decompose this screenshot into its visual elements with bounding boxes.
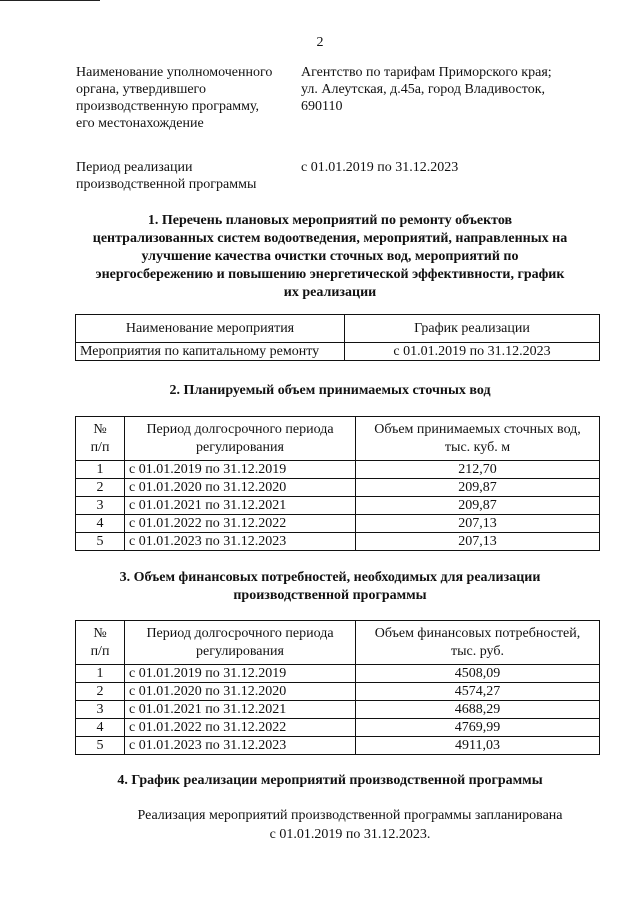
heading-line: централизованных систем водоотведения, мероприятий, направленных на	[92, 231, 568, 246]
page-number: 2	[316, 35, 324, 50]
heading-line: производственной программы	[233, 588, 427, 603]
row-volume: 212,70	[356, 461, 600, 479]
row-amount: 4769,99	[356, 719, 600, 737]
row-number: 5	[76, 737, 125, 755]
header-line: тыс. куб. м	[444, 439, 511, 455]
table-header-row	[76, 417, 600, 461]
table-row	[76, 719, 600, 737]
authority-label-line: его местонахождение	[76, 116, 204, 131]
section2-heading: 2. Планируемый объем принимаемых сточных вод	[169, 383, 491, 398]
period-label-line: Период реализации	[76, 160, 193, 175]
paragraph-line: Реализация мероприятий производственной программы запланирована	[137, 808, 563, 823]
table-row	[76, 665, 600, 683]
heading-line: их реализации	[283, 285, 377, 300]
row-amount: 4574,27	[356, 683, 600, 701]
top-rule	[0, 0, 100, 1]
header-line: регулирования	[196, 439, 284, 455]
row-period: с 01.01.2019 по 31.12.2019	[125, 665, 356, 683]
section4-heading: 4. График реализации мероприятий производственной программы	[117, 773, 543, 788]
row-period: с 01.01.2022 по 31.12.2022	[125, 719, 356, 737]
header-line: №	[93, 421, 107, 437]
section4-text	[80, 806, 620, 844]
activity-name: Мероприятия по капитальному ремонту	[76, 343, 345, 361]
period-label	[76, 159, 291, 193]
row-number: 4	[76, 719, 125, 737]
column-header-period	[125, 621, 356, 665]
column-header-financial	[356, 621, 600, 665]
table-row	[76, 533, 600, 551]
row-volume: 209,87	[356, 479, 600, 497]
activity-schedule: с 01.01.2019 по 31.12.2023	[345, 343, 600, 361]
table-row	[76, 737, 600, 755]
authority-label-line: органа, утвердившего	[76, 82, 206, 97]
row-number: 5	[76, 533, 125, 551]
row-amount: 4688,29	[356, 701, 600, 719]
table-row	[76, 343, 600, 361]
section3-heading	[60, 569, 600, 605]
authority-label-line: производственную программу,	[76, 99, 260, 114]
financial-needs-table	[75, 620, 600, 755]
row-volume: 207,13	[356, 533, 600, 551]
row-number: 1	[76, 461, 125, 479]
table-row	[76, 515, 600, 533]
table-row	[76, 479, 600, 497]
heading-line: энергосбережению и повышению энергетической эффективности, график	[95, 267, 565, 282]
column-header-number	[76, 417, 125, 461]
authority-label	[76, 64, 291, 132]
period-label-line: производственной программы	[76, 177, 257, 192]
heading-line: 1. Перечень плановых мероприятий по ремонту объектов	[147, 213, 513, 228]
row-period: с 01.01.2020 по 31.12.2020	[125, 683, 356, 701]
section1-heading	[60, 212, 600, 302]
row-volume: 209,87	[356, 497, 600, 515]
period-value: с 01.01.2019 по 31.12.2023	[301, 160, 459, 175]
row-period: с 01.01.2020 по 31.12.2020	[125, 479, 356, 497]
column-header: График реализации	[345, 315, 600, 343]
column-header: Наименование мероприятия	[76, 315, 345, 343]
table-row	[76, 497, 600, 515]
header-line: Объем принимаемых сточных вод,	[374, 421, 581, 437]
authority-value-line: ул. Алеутская, д.45а, город Владивосток,	[301, 82, 545, 97]
heading-line: 3. Объем финансовых потребностей, необходимых для реализации	[119, 570, 541, 585]
header-line: Период долгосрочного периода	[146, 625, 334, 641]
wastewater-volume-table	[75, 416, 600, 551]
row-number: 4	[76, 515, 125, 533]
authority-value-line: Агентство по тарифам Приморского края;	[301, 65, 552, 80]
header-line: тыс. руб.	[451, 643, 504, 659]
table-row	[76, 683, 600, 701]
header-line: Период долгосрочного периода	[146, 421, 334, 437]
row-volume: 207,13	[356, 515, 600, 533]
column-header-number	[76, 621, 125, 665]
authority-label-line: Наименование уполномоченного	[76, 65, 273, 80]
row-amount: 4508,09	[356, 665, 600, 683]
table-row	[76, 461, 600, 479]
row-number: 3	[76, 701, 125, 719]
authority-value-line: 690110	[301, 99, 343, 114]
authority-value	[301, 64, 601, 115]
row-amount: 4911,03	[356, 737, 600, 755]
row-period: с 01.01.2022 по 31.12.2022	[125, 515, 356, 533]
row-number: 2	[76, 683, 125, 701]
row-period: с 01.01.2023 по 31.12.2023	[125, 533, 356, 551]
row-period: с 01.01.2023 по 31.12.2023	[125, 737, 356, 755]
column-header-period	[125, 417, 356, 461]
row-number: 2	[76, 479, 125, 497]
row-number: 1	[76, 665, 125, 683]
row-period: с 01.01.2021 по 31.12.2021	[125, 701, 356, 719]
column-header-volume	[356, 417, 600, 461]
activities-table	[75, 314, 600, 361]
header-line: №	[93, 625, 107, 641]
row-period: с 01.01.2021 по 31.12.2021	[125, 497, 356, 515]
heading-line: улучшение качества очистки сточных вод, мероприятий по	[141, 249, 519, 264]
header-line: п/п	[90, 643, 110, 659]
header-line: регулирования	[196, 643, 284, 659]
row-period: с 01.01.2019 по 31.12.2019	[125, 461, 356, 479]
paragraph-line: с 01.01.2019 по 31.12.2023.	[269, 827, 431, 842]
header-line: п/п	[90, 439, 110, 455]
table-row	[76, 701, 600, 719]
header-line: Объем финансовых потребностей,	[374, 625, 581, 641]
table-header-row	[76, 315, 600, 343]
table-header-row	[76, 621, 600, 665]
row-number: 3	[76, 497, 125, 515]
